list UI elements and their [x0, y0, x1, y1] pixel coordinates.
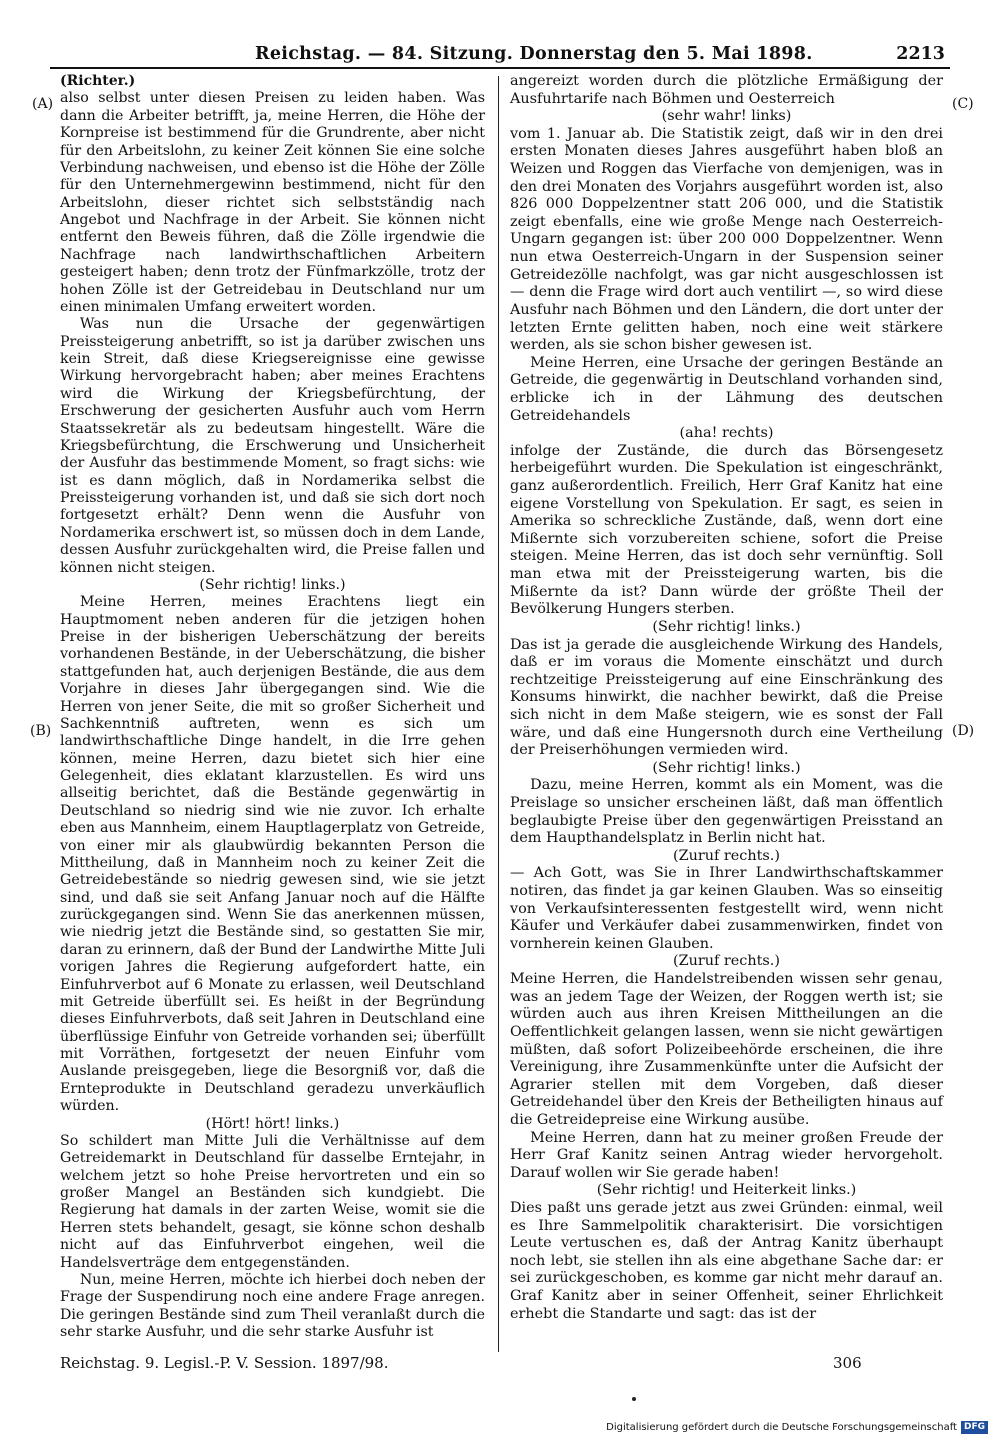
digitization-credit [606, 1421, 988, 1434]
print-speck [632, 1397, 636, 1401]
paragraph: Dazu, meine Herren, kommt als ein Moment, was die Preislage so unsicher erscheinen läßt, daß man öffentlich beglaubigte Preise über den gegenwärtigen Preisstand an dem Haupthandelsplatz in Berlin nicht hat. [510, 777, 943, 847]
interjection: (Zuruf rechts.) [672, 847, 780, 864]
paragraph: Meine Herren, die Handelstreibenden wissen sehr genau, was an jedem Tage der Weizen, der Roggen werth ist; sie würden auch aus ihren Kreisen Mittheilungen an die Oeffentlichkeit gelangen lassen, wenn sie nicht gewärtigen müßten, daß sofort Polizeibeehörde erscheinen, die ihre Vereinigung, ihre Zusammenkünfte unter die Aufsicht der Agrarier stellen mit dem Vorgeben, daß dieser Getreidehandel über den Kreis der Betheiligten hinaus auf die Getreidepreise eine Wirkung ausübe. [510, 971, 943, 1128]
paragraph: also selbst unter diesen Preisen zu leiden haben. Was dann die Arbeiter betrifft, ja, meine Herren, die Höhe der Kornpreise ist bestimmend für die Grundrente, aber nicht für den Arbeitslohn, zu keiner Zeit können Sie eine solche Verbindung nachweisen, und ebenso ist die Höhe der Zölle für den Unternehmergewinn bestimmend, nicht für den Arbeitslohn, dieser richtet sich selbstständig nach Angebot und Nachfrage in der Arbeit. Sie können nicht entfernt den Beweis führen, daß die Zölle irgendwie die Nachfrage nach landwirthschaftlichen Arbeitern gesteigert haben; denn trotz der Fünfmarkzölle, trotz der hohen Zölle ist der Getreidebau in Deutschland nur um einen minimalen Umfang erweitert worden. [60, 90, 485, 315]
paragraph: vom 1. Januar ab. Die Statistik zeigt, daß wir in den drei ersten Monaten dieses Jahres ausgeführt haben bloß an Weizen und Roggen das Vierfache von demjenigen, was in den drei Monaten des Vorjahrs ausgeführt worden ist, also 826 000 Doppelzentner statt 206 000, und die Statistik zeigt ebenfalls, eine wie große Menge nach Oesterreich-Ungarn gegangen ist: über 200 000 Doppelzentner. Wenn nun etwa Oesterreich-Ungarn in der Suspension seiner Getreidezölle nachfolgt, was gar nicht ausgeschlossen ist — denn die Frage wird dort auch ventilirt —, so wird diese Ausfuhr nach Böhmen und den Ländern, die dort unter der letzten Ernte gelitten haben, noch eine weit stärkere werden, als sie schon bisher gewesen ist. [510, 125, 943, 354]
header-rule [50, 67, 950, 69]
paragraph: — Ach Gott, was Sie in Ihrer Landwirthschaftskammer notiren, das findet ja gar keinen Glauben. Was so einseitig von Verkaufsinteressenten festgestellt wird, wenn nicht Käufer und Verkäufer dabei zusammenwirken, findet von vornherein keinen Glauben. [510, 865, 943, 952]
paragraph: So schildert man Mitte Juli die Verhältnisse auf dem Getreidemarkt in Deutschland für dasselbe Erntejahr, in welchem jetzt so hohe Preise hervortreten und ein so großer Mangel an Beständen sich kundgiebt. Die Regierung hat damals in der zarten Weise, womit sie die Herren stets behandelt, gesagt, sie könne schon deshalb nicht auf das Einfuhrverbot eingehen, weil die Handelsverträge dem entgegenständen. [60, 1132, 485, 1271]
margin-mark-b: (B) [30, 723, 52, 739]
paragraph: Dies paßt uns gerade jetzt aus zwei Gründen: einmal, weil es Ihre Sammelpolitik charakterisirt. Die vorsichtigen Leute vertuschen es, daß der Antrag Kanitz überhaupt noch lebt, sie stellen ihn als eine abgethane Sache dar: er sei zurückgeschoben, es komme gar nicht mehr darauf an. Graf Kanitz aber in seiner Offenheit, seiner Ehrlichkeit erhebt die Standarte und sagt: das ist der [510, 1200, 943, 1322]
margin-mark-a: (A) [32, 96, 54, 112]
paragraph: infolge der Zustände, die durch das Börsengesetz herbeigeführt wurden. Die Spekulation ist eingeschränkt, ganz außerordentlich. Freilich, Herr Graf Kanitz hat eine eigene Vorstellung von Spekulation. Er sagt, es seien in Amerika so schreckliche Zustände, daß, wenn dort eine Mißernte sich vorzubereiten schiene, sofort die Preise steigen. Meine Herren, das ist doch sehr vernünftig. Soll man etwa mit der Preissteigerung warten, bis die Mißernte da ist? Dann würde der größte Theil der Bevölkerung Hungers sterben. [510, 442, 943, 618]
interjection: (Hört! hört! links.) [205, 1115, 340, 1132]
running-title: Reichstag. — 84. Sitzung. Donnerstag den 5. Mai 1898. [255, 44, 813, 64]
page-header [0, 0, 1000, 70]
interjection: (sehr wahr! links) [661, 108, 792, 125]
page-number: 2213 [896, 44, 945, 64]
margin-mark-d: (D) [952, 723, 975, 739]
margin-mark-c: (C) [952, 96, 974, 112]
interjection: (Zuruf rechts.) [672, 953, 780, 970]
paragraph: Nun, meine Herren, möchte ich hierbei doch neben der Frage der Suspendirung noch eine andere Frage anregen. Die geringen Bestände sind zum Theil veranlaßt durch die sehr starke Ausfuhr, und die sehr starke Ausfuhr ist [60, 1271, 485, 1340]
right-column [510, 73, 943, 1323]
left-column [60, 73, 485, 1341]
sheet-number: 306 [833, 1354, 862, 1372]
paragraph: angereizt worden durch die plötzliche Ermäßigung der Ausfuhrtarife nach Böhmen und Oesterreich [510, 73, 943, 107]
column-divider [498, 76, 499, 1352]
interjection: (Sehr richtig! links.) [652, 759, 801, 776]
speaker-label: (Richter.) [60, 73, 136, 89]
paragraph: Meine Herren, eine Ursache der geringen Bestände an Getreide, die gegenwärtig in Deutschland vorhanden sind, erblicke ich in der Lähmung des deutschen Getreidehandels [510, 354, 943, 424]
paragraph: Meine Herren, dann hat zu meiner großen Freude der Herr Graf Kanitz seinen Antrag wieder hervorgeholt. Darauf wollen wir Sie gerade haben! [510, 1129, 943, 1181]
credit-text: Digitalisierung gefördert durch die Deutsche Forschungsgemeinschaft [606, 1422, 957, 1433]
interjection: (aha! rechts) [679, 425, 774, 442]
dfg-logo: DFG [961, 1421, 988, 1434]
paragraph: Was nun die Ursache der gegenwärtigen Preissteigerung anbetrifft, so ist ja darüber zwischen uns kein Streit, daß diese Kriegsereignisse eine gewisse Wirkung hervorgebracht haben; aber meines Erachtens wird die Wirkung der Kriegsbefürchtung, der Erschwerung der gesicherten Ausfuhr auch vom Herrn Staatssekretär als zu bedeutsam hingestellt. Wäre die Kriegsbefürchtung, die Erschwerung und Unsicherheit der Ausfuhr das bestimmende Moment, so fragt sichs: wie ist es dann möglich, daß in Nordamerika selbst die Preissteigerung vorhanden ist, und daß sie sich dort noch fortgesetzt erhält? Denn wenn die Ausfuhr von Nordamerika erschwert ist, so müssen doch in dem Lande, dessen Ausfuhr zurückgehalten wird, die Preise fallen und können nicht steigen. [60, 316, 486, 576]
paragraph: Meine Herren, meines Erachtens liegt ein Hauptmoment neben anderen für die jetzigen hohen Preise in der bisherigen Ueberschätzung der bereits vorhandenen Bestände, in der Ueberschätzung, die bisher stattgefunden hat, auch derjenigen Bestände, die aus dem Vorjahre in dieses Jahr übergegangen sind. Wie die Herren von jener Seite, die mit so großer Sicherheit und Sachkenntniß auftreten, wenn es sich um landwirthschaftliche Dinge handelt, in die Irre gehen können, meine Herren, dazu bietet sich hier eine Gelegenheit, dies eklatant klarzustellen. Es wird uns allseitig berichtet, daß die Bestände gegenwärtig in Deutschland so niedrig sind wie nie zuvor. Ich erhalte eben aus Mannheim, einem Hauptlagerplatz von Getreide, von einer mir als glaubwürdig bekannten Person die Mittheilung, daß in Mannheim noch zu keiner Zeit die Getreidebestände so niedrig gewesen sind, wie sie jetzt sind, und daß sie seit Anfang Januar noch auf die Hälfte zurückgegangen sind. Wenn Sie das anerkennen müssen, wie niedrig jetzt die Bestände sind, so gestatten Sie mir, daran zu erinnern, daß der Bund der Landwirthe Mitte Juli vorigen Jahres die Regierung aufgefordert hatte, ein Einfuhrverbot auf 6 Monate zu erlassen, weil Deutschland mit Getreide überfüllt sei. Es heißt in der Begründung dieses Einfuhrverbots, daß seit Jahren in Deutschland eine überflüssige Einfuhr von Getreide vorhanden sei; überfüllt mit Vorräthen, fortgesetzt der neuen Einfuhr vom Auslande preisgegeben, liege die Besorgniß vor, daß die Ernteprodukte in Deutschland geradezu unverkäuflich würden. [60, 594, 485, 1115]
interjection: (Sehr richtig! links.) [652, 618, 801, 635]
footer-imprint: Reichstag. 9. Legisl.-P. V. Session. 1897/98. [60, 1354, 389, 1372]
interjection: (Sehr richtig! und Heiterkeit links.) [596, 1182, 857, 1199]
interjection: (Sehr richtig! links.) [199, 576, 346, 593]
paragraph: Das ist ja gerade die ausgleichende Wirkung des Handels, daß er im voraus die Momente einschätzt und durch rechtzeitige Preissteigerung auf eine Einschränkung des Konsums hinwirkt, die nachher bewirkt, daß die Preise sich nicht in dem Maße steigern, wie es sonst der Fall wäre, und daß eine Hungersnoth durch eine Vertheilung der Preiserhöhungen vermieden wird. [510, 636, 943, 759]
